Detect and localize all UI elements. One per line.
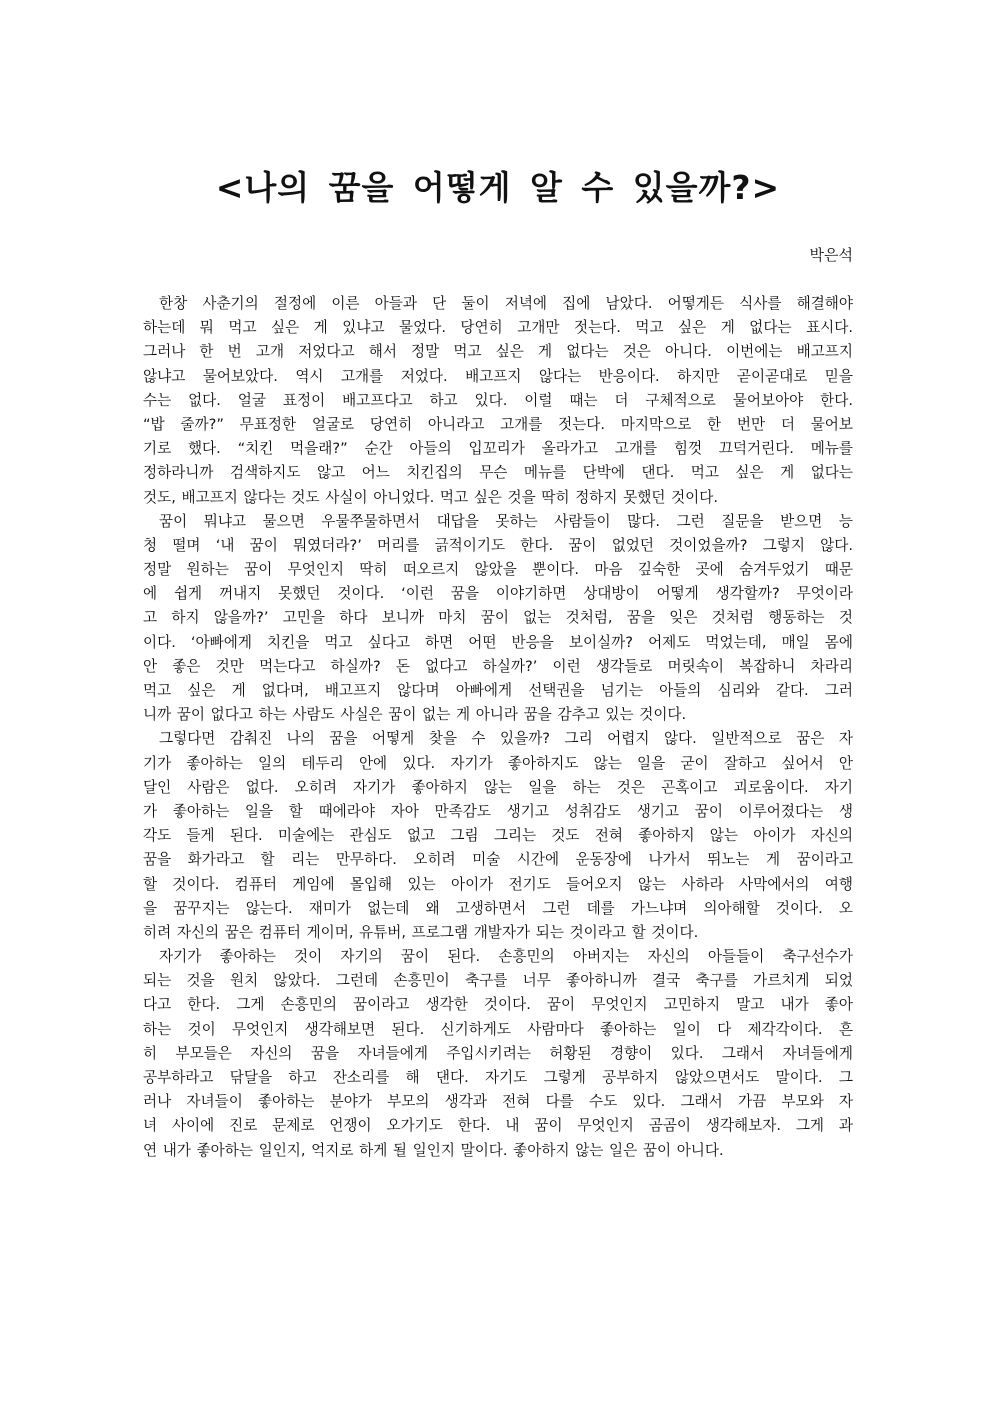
text-line: 공부하라고 닦달을 하고 잔소리를 해 댄다. 자기도 그렇게 공부하지 않았으면서도 말이다. 그 — [143, 1069, 853, 1086]
text-line: 한창 사춘기의 절정에 이른 아들과 단 둘이 저녁에 집에 남았다. 어떻게든 식사를 해결해야 — [159, 295, 853, 312]
text-line: 히 부모들은 자신의 꿈을 자녀들에게 주입시키려는 허황된 경향이 있다. 그래서 자녀들에게 — [143, 1044, 853, 1062]
text-line: 이다. ‘아빠에게 치킨을 먹고 싶다고 하면 어떤 반응을 보이실까? 어제도 먹었는데, 매일 몸에 — [143, 633, 853, 651]
author-name: 박은석 — [809, 246, 853, 264]
text-line: 하는데 뭐 먹고 싶은 게 있냐고 물었다. 당연히 고개만 젓는다. 먹고 싶은 게 없다는 표시다. — [143, 319, 853, 337]
text-line: 정하라니까 검색하지도 않고 어느 치킨집의 무슨 메뉴를 단박에 댄다. 먹고 싶은 게 없다는 — [143, 464, 853, 482]
text-line: 히려 자신의 꿈은 컴퓨터 게이머, 유튜버, 프로그램 개발자가 되는 것이라고 할 것이다. — [143, 923, 699, 941]
text-line: 꿈을 화가라고 할 리는 만무하다. 오히려 미술 시간에 운동장에 나가서 뛰노는 게 꿈이라고 — [143, 851, 853, 869]
text-line: “밥 줄까?” 무표정한 얼굴로 당연히 아니라고 고개를 젓는다. 마지막으로 한 번만 더 물어보 — [143, 415, 853, 433]
text-line: 다고 한다. 그게 손흥민의 꿈이라고 생각한 것이다. 꿈이 무엇인지 고민하지 말고 내가 좋아 — [143, 996, 853, 1014]
text-line: 러나 자녀들이 좋아하는 분야가 부모의 생각과 전혀 다를 수도 있다. 그래서 가끔 부모와 자 — [143, 1093, 853, 1111]
text-line: 먹고 싶은 게 없다며, 배고프지 않다며 아빠에게 선택권을 넘기는 아들의 심리와 같다. 그러 — [143, 682, 853, 699]
text-line: 녀 사이에 진로 문제로 언쟁이 오가기도 한다. 내 꿈이 무엇인지 곰곰이 생각해보자. 그게 과 — [143, 1117, 853, 1135]
text-line: 고 하지 않을까?’ 고민을 하다 보니까 마치 꿈이 없는 것처럼, 꿈을 잊은 것처럼 행동하는 것 — [143, 609, 853, 627]
document-body — [143, 292, 853, 1163]
text-line: 기로 했다. “치킨 먹을래?” 순간 아들의 입꼬리가 올라가고 고개를 힘껏 끄덕거린다. 메뉴를 — [143, 440, 853, 458]
text-line: 에 쉽게 꺼내지 못했던 것이다. ‘이런 꿈을 이야기하면 상대방이 어떻게 생각할까? 무엇이라 — [143, 585, 853, 603]
text-line: 자기가 좋아하는 것이 자기의 꿈이 된다. 손흥민의 아버지는 자신의 아들들이 축구선수가 — [159, 948, 853, 966]
text-line: 수는 없다. 얼굴 표정이 배고프다고 하고 있다. 이럴 때는 더 구체적으로 물어보아야 한다. — [143, 391, 853, 409]
text-line: 것도, 배고프지 않다는 것도 사실이 아니었다. 먹고 싶은 것을 딱히 정하지 못했던 것이다. — [143, 488, 719, 506]
text-line: 기가 좋아하는 일의 테두리 안에 있다. 자기가 좋아하지도 않는 일을 굳이 잘하고 싶어서 안 — [143, 754, 853, 772]
text-line: 그러나 한 번 고개 저었다고 해서 정말 먹고 싶은 게 없다는 것은 아니다. 이번에는 배고프지 — [143, 343, 853, 361]
paragraph — [143, 510, 853, 728]
text-line: 연 내가 좋아하는 일인지, 억지로 하게 될 일인지 말이다. 좋아하지 않는 일은 꿈이 아니다. — [143, 1141, 724, 1159]
text-line: 청 떨며 ‘내 꿈이 뭐였더라?’ 머리를 긁적이기도 한다. 꿈이 없었던 것이었을까? 그렇지 않다. — [143, 536, 853, 554]
text-line: 그렇다면 감춰진 나의 꿈을 어떻게 찾을 수 있을까? 그리 어렵지 않다. 일반적으로 꿈은 자 — [159, 730, 853, 748]
text-line: 정말 원하는 꿈이 무엇인지 딱히 떠오르지 않았을 뿐이다. 마음 깊숙한 곳에 숨겨두었기 때문 — [143, 561, 853, 579]
text-line: 꿈이 뭐냐고 물으면 우물쭈물하면서 대답을 못하는 사람들이 많다. 그런 질문을 받으면 능 — [159, 512, 853, 530]
text-line: 되는 것을 원치 않았다. 그런데 손흥민이 축구를 너무 좋아하니까 결국 축구를 가르치게 되었 — [143, 972, 853, 990]
text-line: 할 것이다. 컴퓨터 게임에 몰입해 있는 아이가 전기도 들어오지 않는 사하라 사막에서의 여행 — [143, 875, 853, 893]
text-line: 안 좋은 것만 먹는다고 하실까? 돈 없다고 하실까?’ 이런 생각들로 머릿속이 복잡하니 차라리 — [143, 657, 853, 675]
paragraph — [143, 292, 853, 510]
text-line: 을 꿈꾸지는 않는다. 재미가 없는데 왜 고생하면서 그런 데를 가느냐며 의아해할 것이다. 오 — [143, 899, 853, 917]
text-line: 가 좋아하는 일을 할 때에라야 자아 만족감도 생기고 성취감도 생기고 꿈이 이루어졌다는 생 — [143, 802, 853, 820]
text-line: 하는 것이 무엇인지 생각해보면 된다. 신기하게도 사람마다 좋아하는 일이 다 제각각이다. 흔 — [143, 1020, 853, 1038]
paragraph — [143, 727, 853, 945]
text-line: 각도 들게 된다. 미술에는 관심도 없고 그림 그리는 것도 전혀 좋아하지 않는 아이가 자신의 — [143, 827, 853, 845]
paragraph — [143, 945, 853, 1163]
document-title: <나의 꿈을 어떻게 알 수 있을까?> — [215, 168, 781, 207]
text-line: 니까 꿈이 없다고 하는 사람도 사실은 꿈이 없는 게 아니라 꿈을 감추고 있는 것이다. — [143, 706, 687, 724]
text-line: 않냐고 물어보았다. 역시 고개를 저었다. 배고프지 않다는 반응이다. 하지만 곧이곧대로 믿을 — [143, 367, 853, 385]
text-line: 달인 사람은 없다. 오히려 자기가 좋아하지 않는 일을 하는 것은 곤혹이고 괴로움이다. 자기 — [143, 778, 853, 796]
